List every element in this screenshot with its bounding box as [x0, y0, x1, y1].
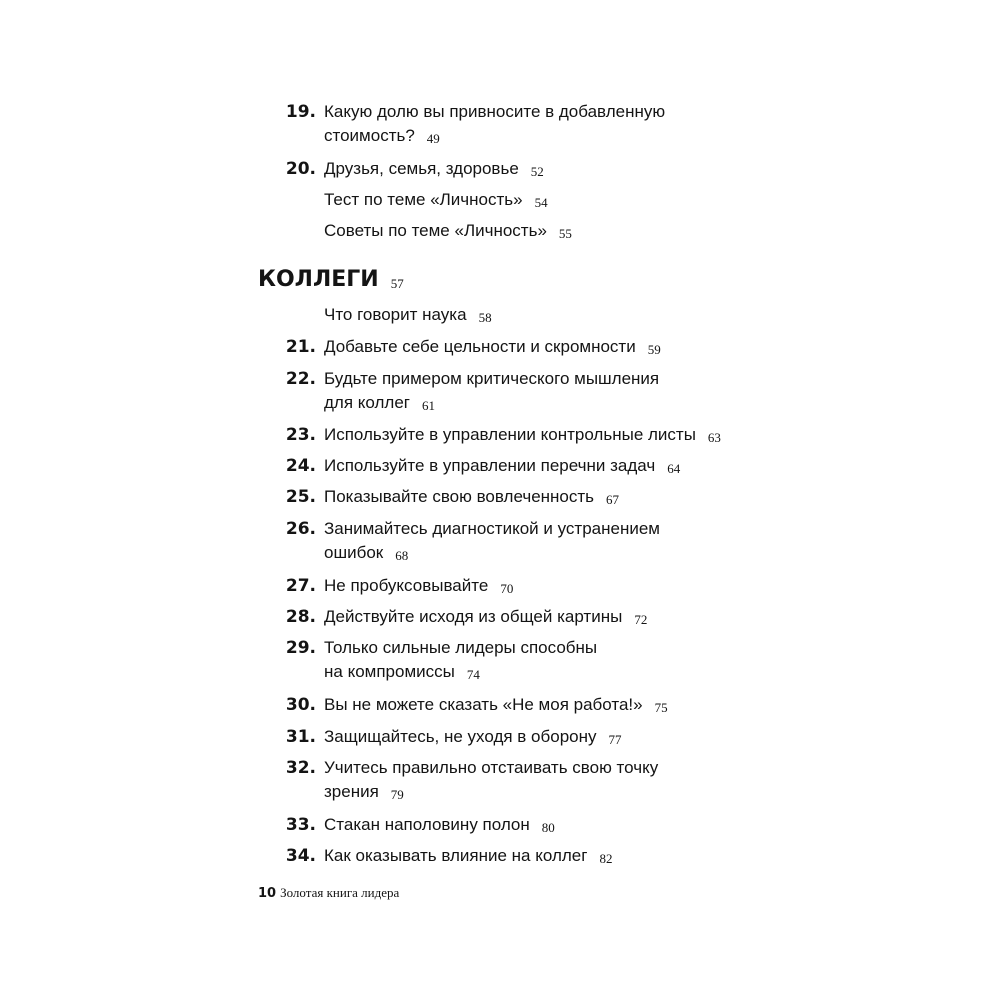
page-footer [258, 884, 399, 903]
toc-entry-tips[interactable] [258, 219, 778, 244]
entry-number: 19. [285, 102, 316, 122]
entry-title-text: Вы не можете сказать «Не моя работа!» [324, 695, 643, 714]
entry-title-text: Показывайте свою вовлеченность [324, 487, 595, 506]
entry-title-text: Что говорит наука [324, 305, 467, 324]
entry-title-text: Действуйте исходя из общей картины [324, 607, 623, 626]
entry-page: 72 [634, 612, 648, 627]
entry-title [324, 219, 778, 244]
entry-title-line-2-text: стоимость? [324, 126, 415, 145]
entry-number: 26. [285, 519, 316, 539]
entry-page: 82 [599, 851, 613, 866]
entry-title-line-2 [324, 541, 778, 566]
entry-title [324, 157, 778, 182]
entry-number: 22. [285, 369, 316, 389]
footer-book-title: Золотая книга лидера [280, 885, 400, 900]
entry-title-line-1: Учитесь правильно отстаивать свою точку [324, 758, 659, 777]
entry-title [324, 485, 778, 510]
entry-title-text: Друзья, семья, здоровье [324, 159, 519, 178]
entry-page: 74 [466, 667, 480, 682]
toc-entry-test[interactable] [258, 188, 778, 213]
entry-number: 31. [285, 727, 316, 747]
entry-page: 64 [667, 461, 681, 476]
entry-title [324, 335, 778, 360]
toc-entry-30[interactable] [258, 693, 778, 718]
entry-title [324, 454, 778, 479]
entry-title [324, 693, 778, 718]
entry-number: 29. [285, 638, 316, 658]
section-page: 57 [390, 276, 404, 291]
toc-entry-25[interactable] [258, 485, 778, 510]
toc-entry-32[interactable] [258, 756, 778, 805]
entry-title-text: Советы по теме «Личность» [324, 221, 547, 240]
entry-title-line-1: Только сильные лидеры способны [324, 638, 598, 657]
entry-number: 21. [285, 337, 316, 357]
entry-number: 25. [285, 487, 316, 507]
toc-entry-27[interactable] [258, 574, 778, 599]
entry-number: 23. [285, 425, 316, 445]
entry-number: 34. [285, 846, 316, 866]
entry-title-line-2 [324, 391, 778, 416]
section-heading[interactable] [258, 266, 404, 294]
toc-entry-29[interactable] [258, 636, 778, 685]
entry-title-text: Используйте в управлении перечни задач [324, 456, 656, 475]
entry-page: 55 [558, 226, 572, 241]
entry-page: 61 [421, 398, 435, 413]
toc-entry-31[interactable] [258, 725, 778, 750]
entry-page: 80 [541, 820, 555, 835]
entry-title-line-2-text: для коллег [324, 393, 410, 412]
entry-title-text: Используйте в управлении контрольные листы [324, 425, 696, 444]
footer-page-number: 10 [258, 886, 277, 901]
entry-page: 52 [530, 164, 544, 179]
entry-title-text: Как оказывать влияние на коллег [324, 846, 588, 865]
entry-page: 75 [654, 700, 668, 715]
entry-number: 28. [285, 607, 316, 627]
entry-title-text: Стакан наполовину полон [324, 815, 530, 834]
entry-page: 79 [390, 787, 404, 802]
entry-number: 27. [285, 576, 316, 596]
entry-title-line-2-text: на компромиссы [324, 662, 455, 681]
entry-title-line-1: Занимайтесь диагностикой и устранением [324, 519, 660, 538]
entry-title [324, 725, 778, 750]
toc-entry-34[interactable] [258, 844, 778, 869]
toc-entry-28[interactable] [258, 605, 778, 630]
entry-number: 33. [285, 815, 316, 835]
entry-number: 30. [285, 695, 316, 715]
entry-title-line-2-text: ошибок [324, 543, 384, 562]
entry-title [324, 813, 778, 838]
entry-title [324, 574, 778, 599]
entry-page: 49 [426, 131, 440, 146]
entry-title-text: Не пробуксовывайте [324, 576, 489, 595]
entry-title-line-2 [324, 660, 778, 685]
entry-number: 24. [285, 456, 316, 476]
toc-entry-20[interactable] [258, 157, 778, 182]
entry-title-line-2-text: зрения [324, 782, 379, 801]
toc-entry-19[interactable] [258, 100, 778, 149]
entry-title-text: Добавьте себе цельности и скромности [324, 337, 636, 356]
entry-title-line-2 [324, 780, 778, 805]
toc-entry-24[interactable] [258, 454, 778, 479]
toc-entry-23[interactable] [258, 423, 778, 448]
entry-title [324, 188, 778, 213]
toc-entry-21[interactable] [258, 335, 778, 360]
entry-title-line-1: Какую долю вы привносите в добавленную [324, 102, 666, 121]
entry-title-text: Защищайтесь, не уходя в оборону [324, 727, 597, 746]
toc-entry-26[interactable] [258, 517, 778, 566]
entry-page: 54 [534, 195, 548, 210]
entry-page: 68 [395, 548, 409, 563]
section-title: КОЛЛЕГИ [258, 267, 379, 292]
entry-title-line-1: Будьте примером критического мышления [324, 369, 660, 388]
entry-title [324, 844, 778, 869]
entry-title [324, 423, 778, 448]
entry-title-text: Тест по теме «Личность» [324, 190, 523, 209]
entry-page: 63 [707, 430, 721, 445]
toc-entry-science[interactable] [258, 303, 778, 328]
toc-entry-22[interactable] [258, 367, 778, 416]
entry-page: 70 [500, 581, 514, 596]
entry-number: 32. [285, 758, 316, 778]
entry-page: 59 [647, 342, 661, 357]
entry-page: 67 [606, 492, 620, 507]
entry-title [324, 303, 778, 328]
entry-page: 58 [478, 310, 492, 325]
entry-page: 77 [608, 732, 622, 747]
entry-title-line-2 [324, 124, 778, 149]
toc-entry-33[interactable] [258, 813, 778, 838]
entry-title [324, 605, 778, 630]
entry-number: 20. [285, 159, 316, 179]
